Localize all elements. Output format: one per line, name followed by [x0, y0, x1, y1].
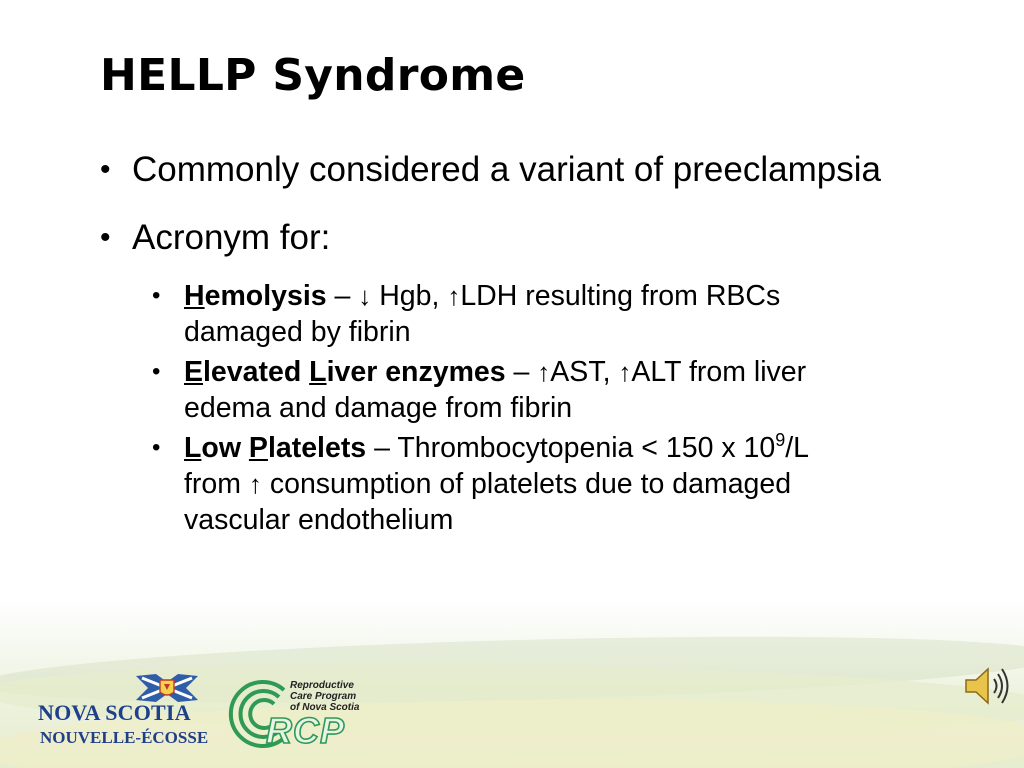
subbullet-line: edema and damage from fibrin: [184, 392, 573, 424]
subbullet-elevated-liver-enzymes: [152, 354, 1000, 426]
bullet-dot: •: [152, 434, 161, 461]
nova-scotia-wordmark: NOVA SCOTIA: [38, 700, 191, 725]
acronym-letter: L: [309, 356, 327, 388]
subbullet-line: vascular endothelium: [184, 504, 454, 536]
up-arrow-icon: ↑: [618, 357, 632, 387]
subbullet-low-platelets: [152, 430, 1000, 538]
up-arrow-icon: ↑: [537, 357, 551, 387]
slide-content: [100, 146, 1000, 542]
up-arrow-icon: ↑: [248, 469, 262, 499]
rcp-wordmark: RCP: [266, 710, 346, 751]
down-arrow-icon: ↓: [358, 281, 372, 311]
bullet-dot: •: [100, 221, 111, 254]
bullet-dot: •: [100, 153, 111, 186]
nouvelle-ecosse-wordmark: NOUVELLE-ÉCOSSE: [40, 728, 209, 747]
subbullet-line: Low Platelets – Thrombocytopenia < 150 x $10^9/L$: [184, 430, 810, 464]
bullet-variant: [100, 146, 1000, 194]
subbullet-line: from ↑ consumption of platelets due to damaged: [184, 468, 792, 500]
subbullet-line: Hemolysis – ↓ Hgb, ↑LDH resulting from RBCs: [184, 280, 781, 312]
acronym-letter: E: [184, 356, 204, 388]
up-arrow-icon: ↑: [447, 281, 461, 311]
acronym-letter: L: [184, 432, 202, 464]
bullet-dot: •: [152, 358, 161, 385]
acronym-list: [152, 278, 1000, 538]
slide-title: HELLP Syndrome: [100, 50, 526, 101]
acronym-letter: P: [248, 432, 268, 464]
rcp-caption: Reproductive Care Program of Nova Scotia: [290, 680, 360, 713]
bullet-acronym: [100, 214, 1000, 262]
speaker-icon[interactable]: [962, 664, 1014, 708]
term-rest: emolysis: [204, 280, 327, 312]
subbullet-line: Elevated Liver enzymes – ↑AST, ↑ALT from liver: [184, 356, 807, 388]
acronym-letter: H: [184, 280, 205, 312]
rcp-logo: [228, 676, 378, 752]
subbullet-hemolysis: [152, 278, 1000, 350]
bullet-dot: •: [152, 282, 161, 309]
subbullet-line: damaged by fibrin: [184, 316, 411, 348]
superscript: 9: [775, 430, 786, 450]
nova-scotia-logo: [38, 672, 216, 752]
bullet-text: Commonly considered a variant of preeclampsia: [132, 150, 881, 189]
bullet-text: Acronym for:: [132, 218, 331, 257]
